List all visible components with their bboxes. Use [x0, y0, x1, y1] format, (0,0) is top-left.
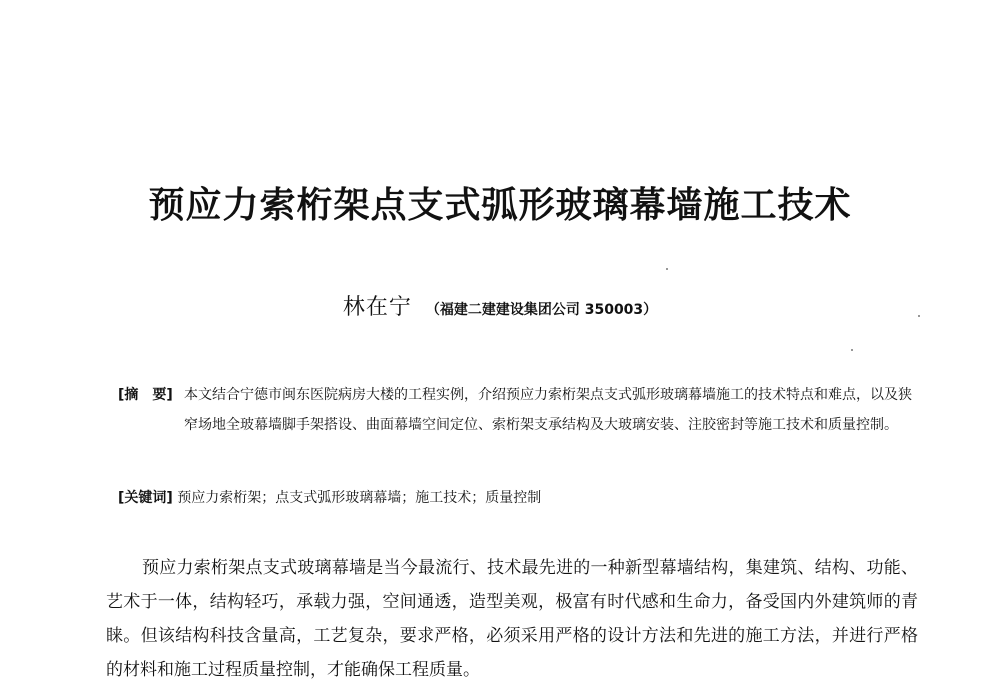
abstract-section [118, 380, 918, 440]
author-affiliation: （福建二建建设集团公司 350003） [425, 302, 658, 318]
scan-speck [666, 268, 668, 270]
body-paragraph: 预应力索桁架点支式玻璃幕墙是当今最流行、技术最先进的一种新型幕墙结构，集建筑、结构、功能、艺术于一体，结构轻巧，承载力强，空间通透，造型美观，极富有时代感和生命力，备受国内外建筑师的青睐。但该结构科技含量高，工艺复杂，要求严格，必须采用严格的设计方法和先进的施工方法，并进行严格的材料和施工过程质量控制，才能确保工程质量。 [106, 558, 918, 680]
scan-speck [918, 315, 920, 317]
abstract-text: 本文结合宁德市闽东医院病房大楼的工程实例，介绍预应力索桁架点支式弧形玻璃幕墙施工的技术特点和难点，以及狭窄场地全玻幕墙脚手架搭设、曲面幕墙空间定位、索桁架支承结构及大玻璃安装、注胶密封等施工技术和质量控制。 [184, 387, 912, 433]
author-line [0, 290, 1000, 321]
author-name: 林在宁 [342, 295, 412, 320]
keywords-label: [关键词] [118, 490, 173, 506]
paper-title: 预应力索桁架点支式弧形玻璃幕墙施工技术 [148, 185, 852, 226]
keywords-section [118, 485, 918, 511]
scan-speck [851, 349, 853, 351]
abstract-row [118, 380, 918, 440]
keywords-text: 预应力索桁架；点支式弧形玻璃幕墙；施工技术；质量控制 [177, 490, 542, 506]
abstract-label: [摘 要] [118, 387, 173, 403]
